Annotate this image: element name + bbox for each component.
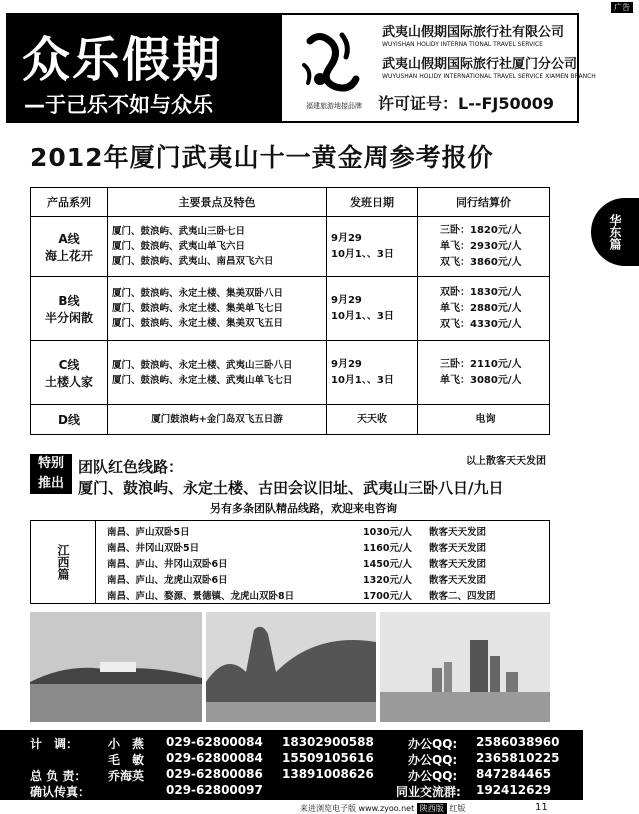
jiangxi-label: 江西篇: [31, 521, 96, 603]
special-tag-line1: 特别: [37, 456, 64, 471]
date-item: 10月1、、3日: [331, 310, 394, 322]
photo-strip: [30, 612, 550, 722]
contact-name: 小 燕: [108, 737, 145, 751]
date-item: 9月29: [331, 232, 362, 244]
special-tag-line2: 推出: [37, 476, 64, 491]
jx-route: 南昌、井冈山双卧5日: [107, 543, 200, 554]
series-name: 海上花开: [44, 248, 93, 263]
agency-name-branch-en: WUYUSHAN HOLIDY INTERNATIONAL TRAVEL SERVICE XIAMEN BRANCH: [382, 73, 596, 80]
price-item: 双飞：3860元/人: [440, 256, 522, 268]
date-item: 9月29: [331, 358, 362, 370]
route-item: 厦门、鼓浪屿、武夷山、南昌双飞六日: [112, 256, 274, 267]
contact-qq: 192412629: [476, 783, 552, 797]
table-row: [31, 277, 550, 341]
series-code: A线: [58, 231, 80, 246]
contact-mobile: 18302900588: [282, 735, 374, 749]
jiangxi-table: [30, 520, 550, 604]
agency-logo: [290, 21, 378, 115]
price-table: [30, 187, 550, 435]
contact-tel: 029-62800086: [166, 767, 263, 781]
series-code: C线: [58, 357, 80, 372]
agency-name-branch: 武夷山假期国际旅行社厦门分公司: [382, 57, 578, 72]
page-number: 11: [535, 802, 548, 813]
list-item: [107, 588, 496, 602]
route-item: 厦门鼓浪屿+金门岛双飞五日游: [108, 405, 327, 435]
column-header: 主要景点及特色: [108, 188, 327, 217]
contact-qq-label: 办公QQ:: [408, 737, 458, 751]
brand-block: [8, 15, 282, 121]
dates-cell: [327, 277, 418, 341]
jx-price: 1030元/人: [363, 527, 412, 538]
jx-note: 散客天天发团: [429, 527, 487, 538]
route-item: 厦门、鼓浪屿、永定土楼、集美双卧八日: [112, 288, 284, 299]
header: [6, 13, 596, 123]
jx-route: 南昌、庐山、龙虎山双卧6日: [107, 575, 228, 586]
column-header: 产品系列: [31, 188, 108, 217]
photo-city: [380, 612, 550, 722]
photo-island: [30, 612, 202, 722]
dates-cell: [327, 217, 418, 277]
table-header-row: [31, 188, 550, 217]
special-note: 另有多条团队精品线路，欢迎来电咨询: [210, 502, 397, 515]
date-item: 10月1、、3日: [331, 374, 394, 386]
price-item: 单飞：3080元/人: [440, 374, 522, 386]
contact-tel: 029-62800097: [166, 783, 263, 797]
column-header: 同行结算价: [418, 188, 550, 217]
table-row: [31, 217, 550, 277]
side-tab-east-china: 华东篇: [591, 198, 639, 266]
list-item: [107, 572, 486, 586]
contact-mobile: 15509105616: [282, 751, 374, 765]
contact-qq: 2586038960: [476, 735, 560, 749]
series-cell: [31, 277, 108, 341]
contact-tel: 029-62800084: [166, 751, 263, 765]
calligraphy-logo-icon: [290, 21, 378, 101]
series-cell: [31, 217, 108, 277]
prices-cell: [418, 217, 550, 277]
contact-qq-label: 办公QQ:: [408, 769, 458, 783]
bottom-bar: [300, 803, 465, 814]
route-item: 厦门、鼓浪屿、永定土楼、武夷山三卧八日: [112, 359, 293, 371]
date-item: 9月29: [331, 294, 362, 306]
contact-name: 毛 敏: [108, 753, 145, 767]
jx-note: 散客天天发团: [429, 559, 487, 570]
contact-qq: 2365810225: [476, 751, 560, 765]
contact-row: [0, 751, 583, 768]
page-title: 2012年厦门武夷山十一黄金周参考报价: [30, 143, 494, 172]
contact-qq: 847284465: [476, 767, 552, 781]
contact-name: 乔海英: [108, 769, 145, 783]
price-item: 三卧：2110元/人: [440, 358, 522, 370]
city-photo-icon: [380, 612, 550, 722]
date-item: 天天收: [327, 405, 418, 435]
contact-qq-label: 办公QQ:: [408, 753, 458, 767]
jx-price: 1450元/人: [363, 559, 412, 570]
route-item: 厦门、鼓浪屿、武夷山三卧七日: [112, 226, 246, 237]
routes-cell: [108, 277, 327, 341]
site-link[interactable]: 来进浏览电子版 www.zyoo.net: [300, 804, 415, 813]
prices-cell: [418, 341, 550, 405]
brand-title: 众乐假期: [22, 32, 223, 88]
contact-row: [0, 783, 583, 800]
contact-qq-label: 同业交流群:: [396, 785, 461, 799]
contact-mobile: 13891008626: [282, 767, 374, 781]
series-name: 土楼人家: [44, 374, 93, 389]
jx-note: 散客天天发团: [429, 543, 487, 554]
ad-tag: 广告: [611, 2, 633, 13]
edition-tag: 陕西版: [417, 803, 447, 814]
jx-route: 南昌、庐山双卧5日: [107, 527, 190, 538]
contact-row: [0, 735, 583, 752]
series-name: 半分闲散: [44, 310, 93, 325]
list-item: [107, 524, 486, 538]
edition-label: 红版: [449, 804, 466, 813]
jx-price: 1160元/人: [363, 543, 412, 554]
price-item: 单飞：2930元/人: [440, 240, 522, 252]
contact-label: 确认传真：: [30, 785, 91, 799]
route-item: 厦门、鼓浪屿、武夷山单飞六日: [112, 241, 246, 252]
price-item: 电询: [418, 405, 550, 435]
agency-name-primary-en: WUYISHAN HOLIDY INTERNA TIONAL TRAVEL SERVICE: [382, 41, 543, 48]
special-title: 团队红色线路：: [78, 458, 184, 476]
table-row: [31, 405, 550, 435]
agency-name-primary: 武夷山假期国际旅行社有限公司: [382, 25, 565, 40]
date-item: 10月1、、3日: [331, 248, 394, 260]
price-item: 单飞：2880元/人: [440, 302, 522, 314]
series-code: D线: [31, 405, 108, 435]
jx-route: 南昌、庐山、婺源、景德镇、龙虎山双卧8日: [107, 591, 295, 602]
list-item: [107, 540, 486, 554]
route-item: 厦门、鼓浪屿、永定土楼、集美双飞五日: [112, 318, 284, 329]
special-route: 厦门、鼓浪屿、永定土楼、古田会议旧址、武夷山三卧八日/九日: [78, 479, 504, 497]
contact-footer: [0, 730, 583, 800]
contact-label: 计 调：: [30, 737, 79, 751]
brand-slogan: —于己乐不如与众乐: [24, 93, 213, 117]
logo-caption: 福建旅游地接品牌: [306, 102, 362, 110]
dates-cell: [327, 341, 418, 405]
island-photo-icon: [30, 612, 202, 722]
daily-departure-note: 以上散客天天发团: [466, 456, 546, 467]
jx-route: 南昌、庐山、井冈山双卧6日: [107, 559, 228, 570]
column-header: 发班日期: [327, 188, 418, 217]
list-item: [107, 556, 486, 570]
routes-cell: [108, 217, 327, 277]
license-number: 许可证号：L--FJ50009: [378, 94, 555, 113]
prices-cell: [418, 277, 550, 341]
price-item: 双飞：4330元/人: [440, 318, 522, 330]
series-code: B线: [58, 293, 80, 308]
contact-label: 总 负 责：: [30, 769, 87, 783]
price-item: 三卧：1820元/人: [440, 224, 522, 236]
contact-tel: 029-62800084: [166, 735, 263, 749]
route-item: 厦门、鼓浪屿、永定土楼、集美单飞七日: [112, 303, 284, 314]
routes-cell: [108, 341, 327, 405]
jx-price: 1320元/人: [363, 575, 412, 586]
special-tag: [30, 454, 72, 494]
special-section: [30, 450, 550, 520]
price-item: 双卧：1830元/人: [440, 286, 522, 298]
series-cell: [31, 341, 108, 405]
route-item: 厦门、鼓浪屿、永定土楼、武夷山单飞七日: [112, 374, 293, 386]
jx-price: 1700元/人: [363, 591, 412, 602]
jx-note: 散客二、四发团: [429, 591, 496, 602]
photo-mountain: [206, 612, 376, 722]
jx-note: 散客天天发团: [429, 575, 487, 586]
contact-row: [0, 767, 583, 784]
mountain-photo-icon: [206, 612, 376, 722]
table-row: [31, 341, 550, 405]
